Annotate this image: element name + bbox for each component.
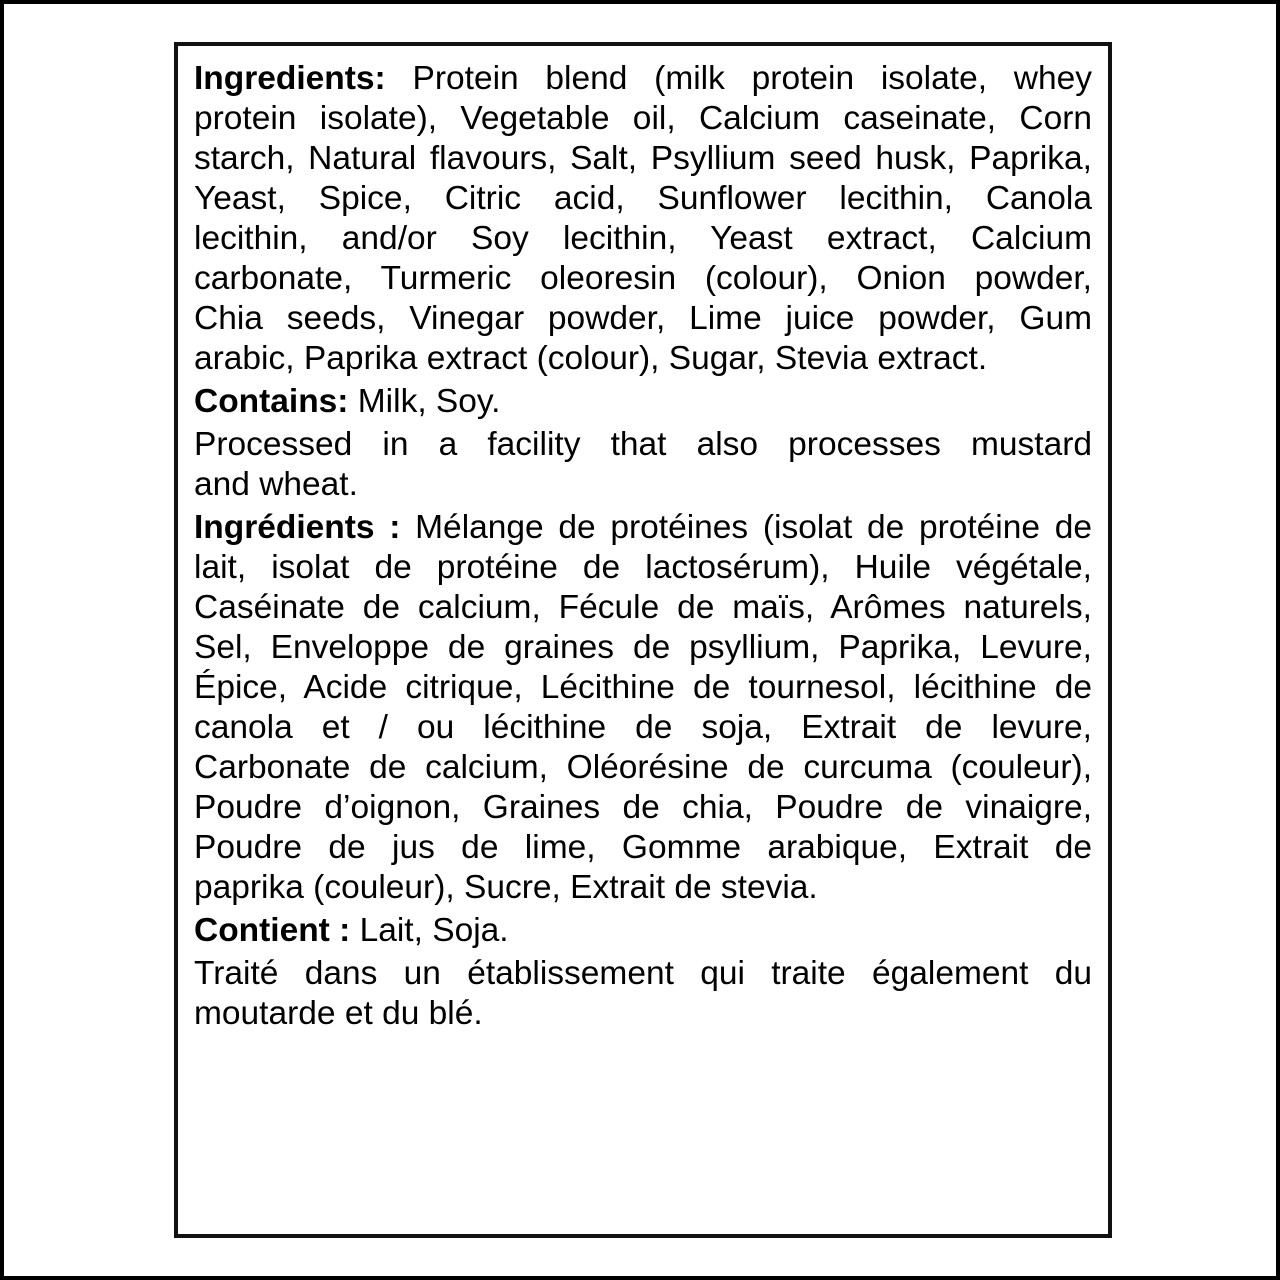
bold-lead-in: Ingrédients :: [194, 509, 401, 546]
text-line: Processed in a facility that also processes mustard: [194, 426, 1092, 463]
text-line: lait, isolat de protéine de lactosérum), Huile végétale,: [194, 549, 1092, 586]
bold-lead-in: Contains:: [194, 383, 349, 420]
text-line: canola et / ou lécithine de soja, Extrait de levure,: [194, 709, 1092, 746]
text-line: Chia seeds, Vinegar powder, Lime juice powder, Gum: [194, 300, 1092, 337]
text-line: moutarde et du blé.: [194, 995, 483, 1032]
text-line: [194, 508, 1092, 548]
paragraph-facility-statement-en: [194, 425, 1092, 505]
ingredients-label-box: [174, 42, 1112, 1238]
line-text: Mélange de protéines (isolat de protéine de: [400, 509, 1092, 546]
text-line: [194, 911, 1092, 951]
text-line: Caséinate de calcium, Fécule de maïs, Arômes naturels,: [194, 589, 1092, 626]
paragraph-ingredients-en: [194, 59, 1092, 379]
text-line: Carbonate de calcium, Oléorésine de curcuma (couleur),: [194, 749, 1092, 786]
text-line: starch, Natural flavours, Salt, Psyllium seed husk, Paprika,: [194, 140, 1092, 177]
text-line: lecithin, and/or Soy lecithin, Yeast extract, Calcium: [194, 220, 1092, 257]
text-line: arabic, Paprika extract (colour), Sugar, Stevia extract.: [194, 340, 988, 377]
text-line: paprika (couleur), Sucre, Extrait de stevia.: [194, 869, 818, 906]
bold-lead-in: Contient :: [194, 912, 351, 949]
line-text: Protein blend (milk protein isolate, whey: [385, 60, 1092, 97]
text-line: Yeast, Spice, Citric acid, Sunflower lecithin, Canola: [194, 180, 1092, 217]
text-line: Poudre de jus de lime, Gomme arabique, Extrait de: [194, 829, 1092, 866]
text-line: and wheat.: [194, 466, 358, 503]
paragraph-ingredients-fr: [194, 508, 1092, 908]
text-line: Traité dans un établissement qui traite également du: [194, 955, 1092, 992]
text-line: Poudre d’oignon, Graines de chia, Poudre de vinaigre,: [194, 789, 1092, 826]
text-line: Sel, Enveloppe de graines de psyllium, Paprika, Levure,: [194, 629, 1092, 666]
text-line: Épice, Acide citrique, Lécithine de tournesol, lécithine de: [194, 669, 1092, 706]
bold-lead-in: Ingredients:: [194, 60, 386, 97]
label-text: [194, 59, 1092, 1034]
line-text: Milk, Soy.: [348, 383, 501, 420]
text-line: carbonate, Turmeric oleoresin (colour), Onion powder,: [194, 260, 1092, 297]
text-line: protein isolate), Vegetable oil, Calcium caseinate, Corn: [194, 100, 1092, 137]
paragraph-contains-en: [194, 382, 1092, 422]
text-line: [194, 382, 1092, 422]
paragraph-facility-statement-fr: [194, 954, 1092, 1034]
text-line: [194, 59, 1092, 99]
line-text: Lait, Soja.: [350, 912, 509, 949]
paragraph-contains-fr: [194, 911, 1092, 951]
